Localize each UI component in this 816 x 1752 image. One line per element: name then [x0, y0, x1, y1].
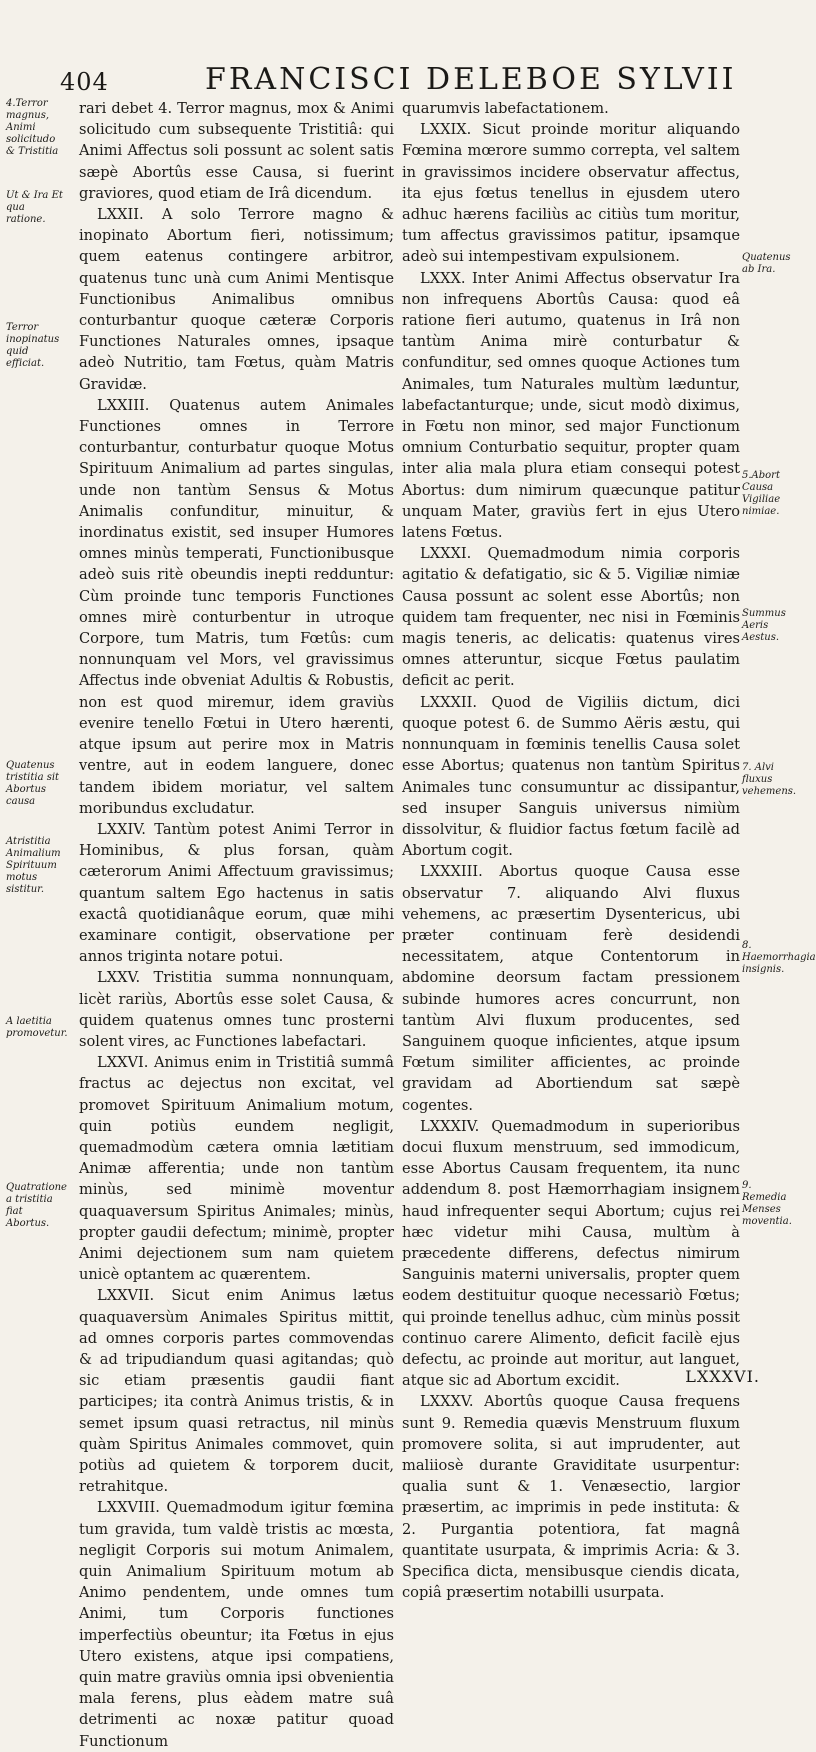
margin-note: Atristitia Animalium Spirituum motus sistitur. [6, 836, 61, 895]
catchword: LXXXVI. [685, 1367, 760, 1386]
paragraph: LXXII. A solo Terrore magno & inopinato Abortum fieri, notissimum; quem eatenus contingere arbitror, quatenus tunc unà cum Animi Mentisque Functionibus Animalibus omnibus conturbantur quoque cæteræ Corporis Functiones Naturales omnes, ipsaque adeò Nutritio, tam Fœtus, quàm Matris Gravidæ. [79, 206, 394, 393]
page-header [60, 62, 750, 102]
margin-note: 8. Haemorrhagia insignis. [742, 940, 816, 975]
margin-note: Quatenus ab Ira. [742, 252, 791, 275]
paragraph: LXXIII. Quatenus autem Animales Functiones omnes in Terrore conturbantur, conturbatur quoque Motus Spirituum Animalium ad partes singulas, unde non tantùm Sensus & Motus Animalis confunditur, minuitur, & inordinatus existit, sed insuper Humores omnes minùs temperati, Functionibusque adeò suis ritè obeundis inepti redduntur: Cùm proinde tunc temporis Functiones omnes mirè conturbentur in utroque Corpore, tum Matris, tum Fœtûs: cum nonnunquam vel Mors, vel gravissimus Affectus inde obveniat Adultis & Robustis, non est quod miremur, idem graviùs evenire tenello Fœtui in Utero hærenti, atque ipsum aut perire mox in Matris ventre, aut in eodem languere, donec tandem ibidem moriatur, vel saltem moribundus excludatur. [79, 396, 394, 817]
paragraph: rari debet 4. Terror magnus, mox & Animi solicitudo cum subsequente Tristitiâ: qui Animi Affectus soli possunt ac solent satis sæpè Abortûs esse Causa, si fuerint graviores, quod etiam de Irâ dicendum. [79, 100, 394, 202]
margin-note: 4.Terror magnus, Animi solicitudo & Tristitia [6, 98, 59, 157]
paragraph: quarumvis labefactationem. [402, 100, 609, 117]
margin-note: Quatenus tristitia sit Abortus causa [6, 760, 60, 807]
left-column [79, 98, 394, 1752]
paragraph: LXXIV. Tantùm potest Animi Terror in Hominibus, & plus forsan, quàm cæterorum Animi Affectuum gravissimus; quantum saltem Ego hactenus in satis exactâ quotidianâque eorum, quæ mihi examinare contigit, observatione per annos triginta notare potui. [79, 820, 394, 966]
running-title: FRANCISCI DELEBOE SYLVII [205, 62, 737, 97]
paragraph: LXXXV. Abortûs quoque Causa frequens sunt 9. Remedia quævis Menstruum fluxum promovere solita, si aut imprudenter, aut maliiosè durante Graviditate usurpentur: qualia sunt & 1. Venæsectio, largior præsertim, ac imprimis in pede instituta: & 2. Purgantia potentiora, fat magnâ quantitate usurpata, & imprimis Acria: & 3. Specifica dicta, mensibusque ciendis dicata, copiâ præsertim notabilli usurpata. [402, 1393, 740, 1602]
margin-note: A laetitia promovetur. [6, 1016, 68, 1039]
paragraph: LXXVI. Animus enim in Tristitiâ summâ fractus ac dejectus non excitat, vel promovet Spirituum Animalium motum, quin potiùs eundem negligit, quemadmodùm cætera omnia lætitiam Animæ afferentia; unde non tantùm minùs, sed minimè moventur quaquaversum Spiritus Animales; minùs, propter gaudii defectum; minimè, propter Animi dejectionem sum nam quietem unicè optantem ac quærentem. [79, 1054, 394, 1284]
paragraph: LXXV. Tristitia summa nonnunquam, licèt rariùs, Abortûs esse solet Causa, & quidem quatenus omnes tunc prosterni solent vires, ac Functiones labefactari. [79, 969, 394, 1050]
margin-note: 9. Remedia Menses moventia. [742, 1180, 792, 1227]
paragraph: LXXIX. Sicut proinde moritur aliquando Fœmina mœrore summo correpta, vel saltem in gravissimos incidere observatur affectus, ita ejus fœtus tenellus in ejusdem utero adhuc hærens faciliùs ac citiùs tum moritur, tum affectus gravissimos patitur, ipsamque adeò sui intempestivam expulsionem. [402, 121, 740, 266]
paragraph: LXXX. Inter Animi Affectus observatur Ira non infrequens Abortûs Causa: quod eâ ratione fieri autumo, quatenus in Irâ non tantùm Anima mirè conturbatur & confunditur, sed omnes quoque Actiones tum Animales, tum Naturales multùm læduntur, labefactanturque; unde, sicut modò diximus, in Fœtu non minor, sed major Functionum omnium Conturbatio sequitur, propter quam inter alia mala plura etiam consequi potest Abortus: dum nimirum quæcunque patitur unquam Mater, graviùs fert in ejus Utero latens Fœtus. [402, 269, 740, 542]
paragraph: LXXXIV. Quemadmodum in superioribus docui fluxum menstruum, sed immodicum, esse Abortus Causam frequentem, ita nunc addendum 8. post Hæmorrhagiam insignem haud infrequenter sequi Abortum; cujus rei hæc videtur mihi Causa, multùm à præcedente differens, defectus nimirum Sanguinis materni universalis, propter quem eodem destituitur quoque necessariò Fœtus; qui proinde tenellus adhuc, cùm minùs possit continuo carere Alimento, deficit facilè ejus defectu, ac proinde aut moritur, aut languet, atque sic ad Abortum excidit. [402, 1117, 740, 1390]
margin-note: Terror inopinatus quid efficiat. [6, 322, 60, 369]
paragraph: LXXXIII. Abortus quoque Causa esse observatur 7. aliquando Alvi fluxus vehemens, ac præsertim Dysentericus, ubi præter continuam ferè desidendi necessitatem, atque Contentorum in abdomine deorsum factam pressionem subinde humores acres concurrunt, non tantùm Alvi fluxum producentes, sed Sanguinem quoque inficientes, atque ipsum Fœtum similiter afficientes, ac proinde gravidam ad Abortiendum sat sæpè cogentes. [402, 863, 740, 1114]
margin-note: Summus Aeris Aestus. [742, 608, 786, 643]
margin-note: Quatratione a tristitia fiat Abortus. [6, 1182, 67, 1229]
paragraph: LXXXII. Quod de Vigiliis dictum, dici quoque potest 6. de Summo Aëris æstu, qui nonnunquam in fœminis tenellis Causa solet esse Abortus; quatenus non tantùm Spiritus Animales tunc consumuntur ac dissipantur, sed insuper Sanguis universus nimiùm dissolvitur, & fluidior factus fœtum facilè ad Abortum cogit. [402, 693, 740, 860]
page-number: 404 [60, 68, 109, 96]
margin-note: 7. Alvi fluxus vehemens. [742, 762, 797, 797]
paragraph: LXXVIII. Quemadmodum igitur fœmina tum gravida, tum valdè tristis ac mœsta, negligit Corporis sui motum Animalem, quin Animalium Spirituum motum ab Animo pendentem, unde omnes tum Animi, tum Corporis functiones imperfectiùs obeuntur; ita Fœtus in ejus Utero existens, atque ipsi compatiens, quin matre graviùs omnia ipsi obvenientia mala ferens, plus eàdem matre suâ detrimenti ac noxæ patitur quoad Functionum [79, 1499, 394, 1750]
paragraph: LXXVII. Sicut enim Animus lætus quaquaversùm Animales Spiritus mittit, ad omnes corporis partes commovendas & ad tripudiandum quasi agitandas; quò sic etiam præsentis gaudii fiant participes; ita contrà Animus tristis, & in semet ipsum quasi retractus, nil minùs quàm Spiritus Animales commovet, quin potiùs ad quietem & torporem ducit, retrahitque. [79, 1287, 394, 1496]
margin-note: 5.Abort Causa Vigiliae nimiae. [742, 470, 781, 517]
paragraph: LXXXI. Quemadmodum nimia corporis agitatio & defatigatio, sic & 5. Vigiliæ nimiæ Causa possunt ac solent esse Abortûs; non quidem tam frequenter, nec nisi in Fœminis magis teneris, ac delicatis: quatenus vires omnes atteruntur, sicque Fœtus paulatim deficit ac perit. [402, 545, 740, 690]
margin-note: Ut & Ira Et qua ratione. [6, 190, 63, 225]
